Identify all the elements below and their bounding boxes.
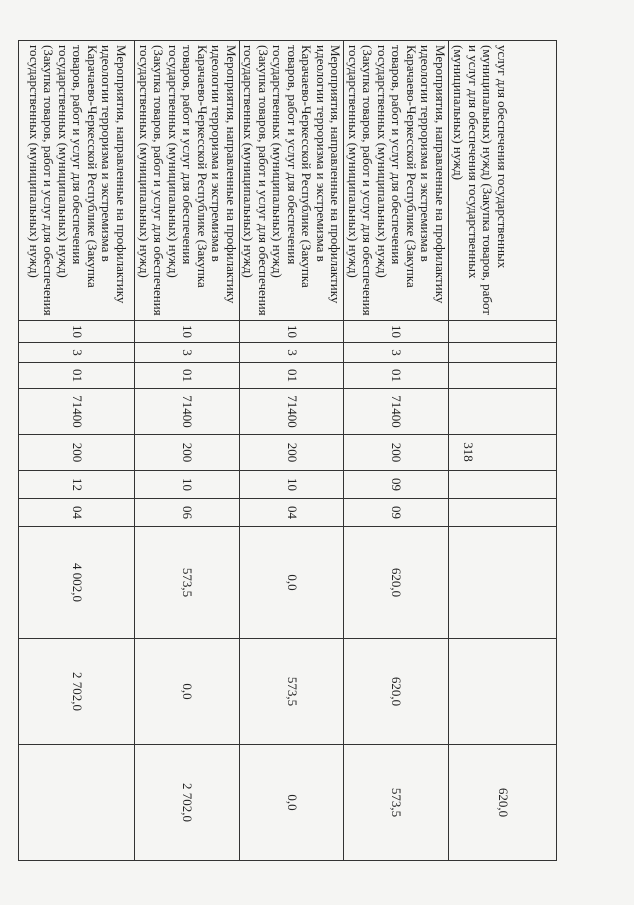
code-cell: 200 [135,435,240,471]
row-description: услуг для обеспечения государственных (муниципальных) нужд) (Закупка товаров, работ и услуг для обеспечения государственных (муниципальных) нужд) [449,41,557,321]
table-row [344,41,449,861]
code-cell: 71400 [135,389,240,435]
row-description: Мероприятия, направленные на профилактику идеологии терроризма и экстремизма в Карачаево-Черкесской Республике (Закупка товаров, работ и услуг для обеспечения государственных (муниципальных) нужд) (Закупка товаров, работ и услуг для обеспечения государственных (муниципальных) нужд) [135,41,240,321]
code-cell: 04 [19,499,135,527]
code-cell [449,435,557,471]
table-row [135,41,240,861]
code-cell: 01 [240,363,345,389]
amount-cell [449,639,557,745]
amount-cell: 0,0 [240,745,345,861]
code-cell: 10 [19,321,135,343]
code-cell: 10 [344,321,449,343]
code-cell: 200 [19,435,135,471]
amount-cell: 573,5 [344,745,449,861]
row-description: Мероприятия, направленные на профилактику идеологии терроризма и экстремизма в Карачаево-Черкесской Республике (Закупка товаров, работ и услуг для обеспечения государственных (муниципальных) нужд) (Закупка товаров, работ и услуг для обеспечения государственных (муниципальных) нужд) [240,41,345,321]
row-description: Мероприятия, направленные на профилактику идеологии терроризма и экстремизма в Карачаево-Черкесской Республике (Закупка товаров, работ и услуг для обеспечения государственных (муниципальных) нужд) (Закупка товаров, работ и услуг для обеспечения государственных (муниципальных) нужд) [19,41,135,321]
code-cell: 3 [19,343,135,363]
code-cell: 3 [240,343,345,363]
code-cell: 01 [135,363,240,389]
code-cell: 200 [344,435,449,471]
table-row [19,41,135,861]
amount-cell: 2 702,0 [19,639,135,745]
code-cell [449,499,557,527]
amount-cell: 2 702,0 [135,745,240,861]
row-description: Мероприятия, направленные на профилактику идеологии терроризма и экстремизма в Карачаево-Черкесской Республике (Закупка товаров, работ и услуг для обеспечения государственных (муниципальных) нужд) (Закупка товаров, работ и услуг для обеспечения государственных (муниципальных) нужд) [344,41,449,321]
code-cell: 200 [240,435,345,471]
code-cell [449,343,557,363]
code-cell: 09 [344,471,449,499]
rotated-table-frame [26,40,557,860]
table-row [240,41,345,861]
code-cell: 3 [344,343,449,363]
amount-cell: 0,0 [240,527,345,639]
code-cell: 71400 [19,389,135,435]
amount-cell [19,745,135,861]
code-cell: 10 [135,321,240,343]
amount-cell: 620,0 [344,639,449,745]
code-cell: 71400 [344,389,449,435]
code-cell: 01 [19,363,135,389]
amount-cell: 620,0 [449,745,557,861]
code-cell [449,389,557,435]
page-number: 318 [461,442,476,462]
amount-cell: 0,0 [135,639,240,745]
amount-cell: 573,5 [240,639,345,745]
code-cell: 09 [344,499,449,527]
amount-cell: 4 002,0 [19,527,135,639]
amount-cell [449,527,557,639]
code-cell: 06 [135,499,240,527]
code-cell: 3 [135,343,240,363]
code-cell: 04 [240,499,345,527]
code-cell: 10 [135,471,240,499]
amount-cell: 620,0 [344,527,449,639]
budget-table [19,40,558,861]
code-cell [449,363,557,389]
table-row [449,41,557,861]
code-cell [449,321,557,343]
code-cell: 01 [344,363,449,389]
code-cell: 12 [19,471,135,499]
code-cell: 10 [240,471,345,499]
amount-cell: 573,5 [135,527,240,639]
code-cell: 71400 [240,389,345,435]
code-cell: 10 [240,321,345,343]
code-cell [449,471,557,499]
